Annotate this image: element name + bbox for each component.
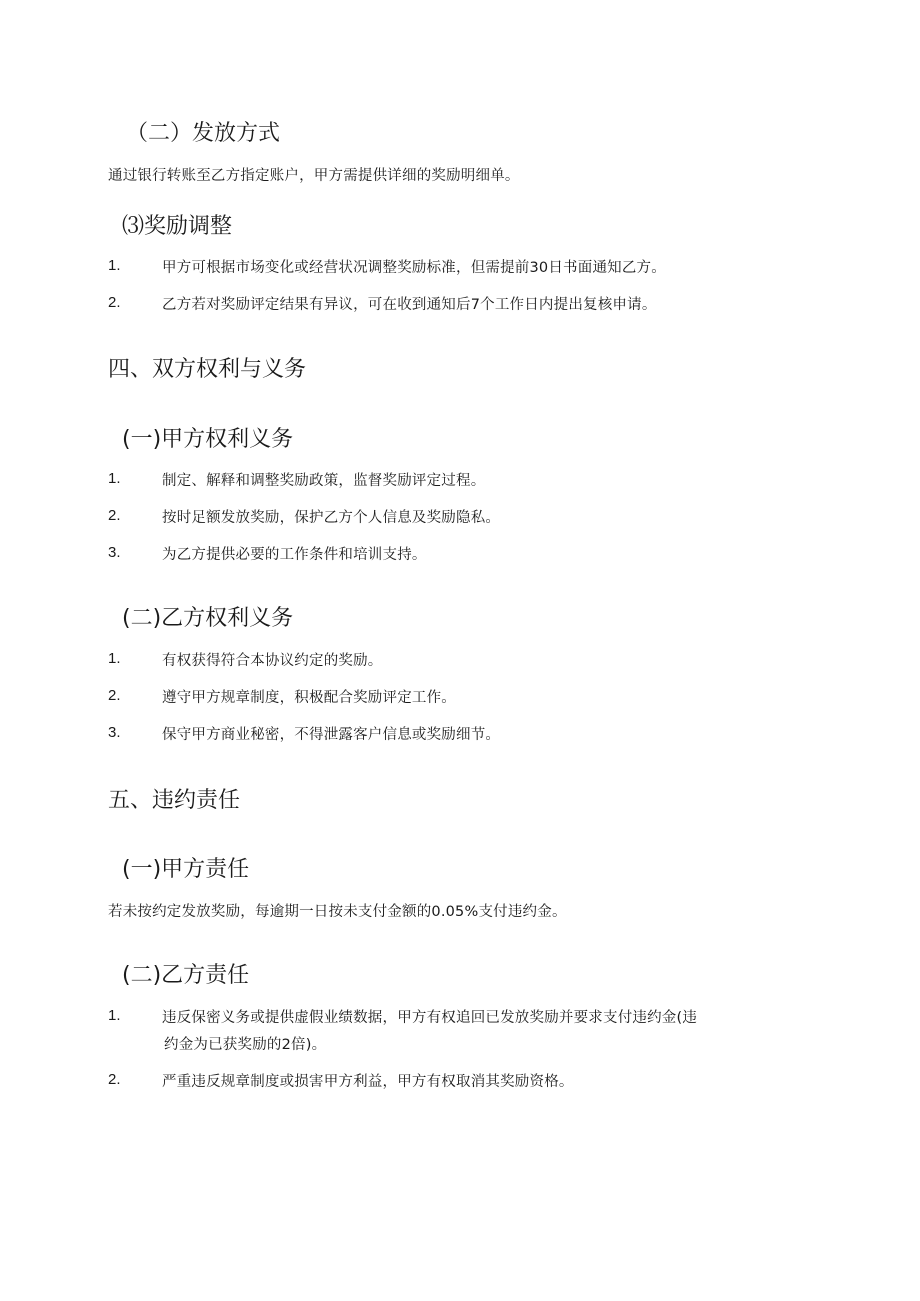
adjustment-item-2-text: 乙方若对奖励评定结果有异议，可在收到通知后7个工作日内提出复核申请。 (162, 297, 657, 313)
party-a-rights-item-3-text: 为乙方提供必要的工作条件和培训支持。 (162, 547, 427, 563)
party-b-rights-item-2-text: 遵守甲方规章制度，积极配合奖励评定工作。 (162, 690, 456, 706)
party-b-rights-item-1-text: 有权获得符合本协议约定的奖励。 (162, 653, 383, 669)
party-a-rights-item-3-number: 3. (108, 544, 121, 561)
adjustment-item-1-number: 1. (108, 257, 121, 274)
section-5-heading: 五、违约责任 (108, 788, 241, 813)
party-a-rights-item-2-text: 按时足额发放奖励，保护乙方个人信息及奖励隐私。 (162, 510, 501, 526)
party-b-liability-heading: (二)乙方责任 (122, 963, 250, 988)
party-b-rights-item-3-text: 保守甲方商业秘密，不得泄露客户信息或奖励细节。 (162, 727, 501, 743)
party-b-liability-item-2-text: 严重违反规章制度或损害甲方利益，甲方有权取消其奖励资格。 (162, 1074, 574, 1090)
party-b-rights-item-2-number: 2. (108, 687, 121, 704)
payment-method-text: 通过银行转账至乙方指定账户，甲方需提供详细的奖励明细单。 (108, 168, 520, 184)
adjustment-heading: ⑶奖励调整 (122, 214, 233, 239)
party-b-liability-item-2-number: 2. (108, 1071, 121, 1088)
party-b-liability-item-1-text: 违反保密义务或提供虚假业绩数据，甲方有权追回已发放奖励并要求支付违约金(违 (162, 1010, 698, 1026)
payment-method-heading: （二）发放方式 (126, 121, 281, 146)
party-b-liability-item-1-number: 1. (108, 1007, 121, 1024)
party-b-rights-item-1-number: 1. (108, 650, 121, 667)
adjustment-item-2-number: 2. (108, 294, 121, 311)
party-b-rights-heading: (二)乙方权利义务 (122, 606, 294, 631)
party-a-rights-item-1-number: 1. (108, 470, 121, 487)
party-a-liability-text: 若未按约定发放奖励，每逾期一日按未支付金额的0.05%支付违约金。 (108, 904, 567, 920)
party-a-liability-heading: (一)甲方责任 (122, 857, 250, 882)
adjustment-item-1-text: 甲方可根据市场变化或经营状况调整奖励标准，但需提前30日书面通知乙方。 (162, 260, 666, 276)
party-a-rights-item-2-number: 2. (108, 507, 121, 524)
section-4-heading: 四、双方权利与义务 (108, 357, 307, 382)
party-b-rights-item-3-number: 3. (108, 724, 121, 741)
party-a-rights-heading: (一)甲方权利义务 (122, 427, 294, 452)
party-b-liability-item-1-text-continued: 约金为已获奖励的2倍)。 (164, 1037, 327, 1053)
party-a-rights-item-1-text: 制定、解释和调整奖励政策，监督奖励评定过程。 (162, 473, 486, 489)
